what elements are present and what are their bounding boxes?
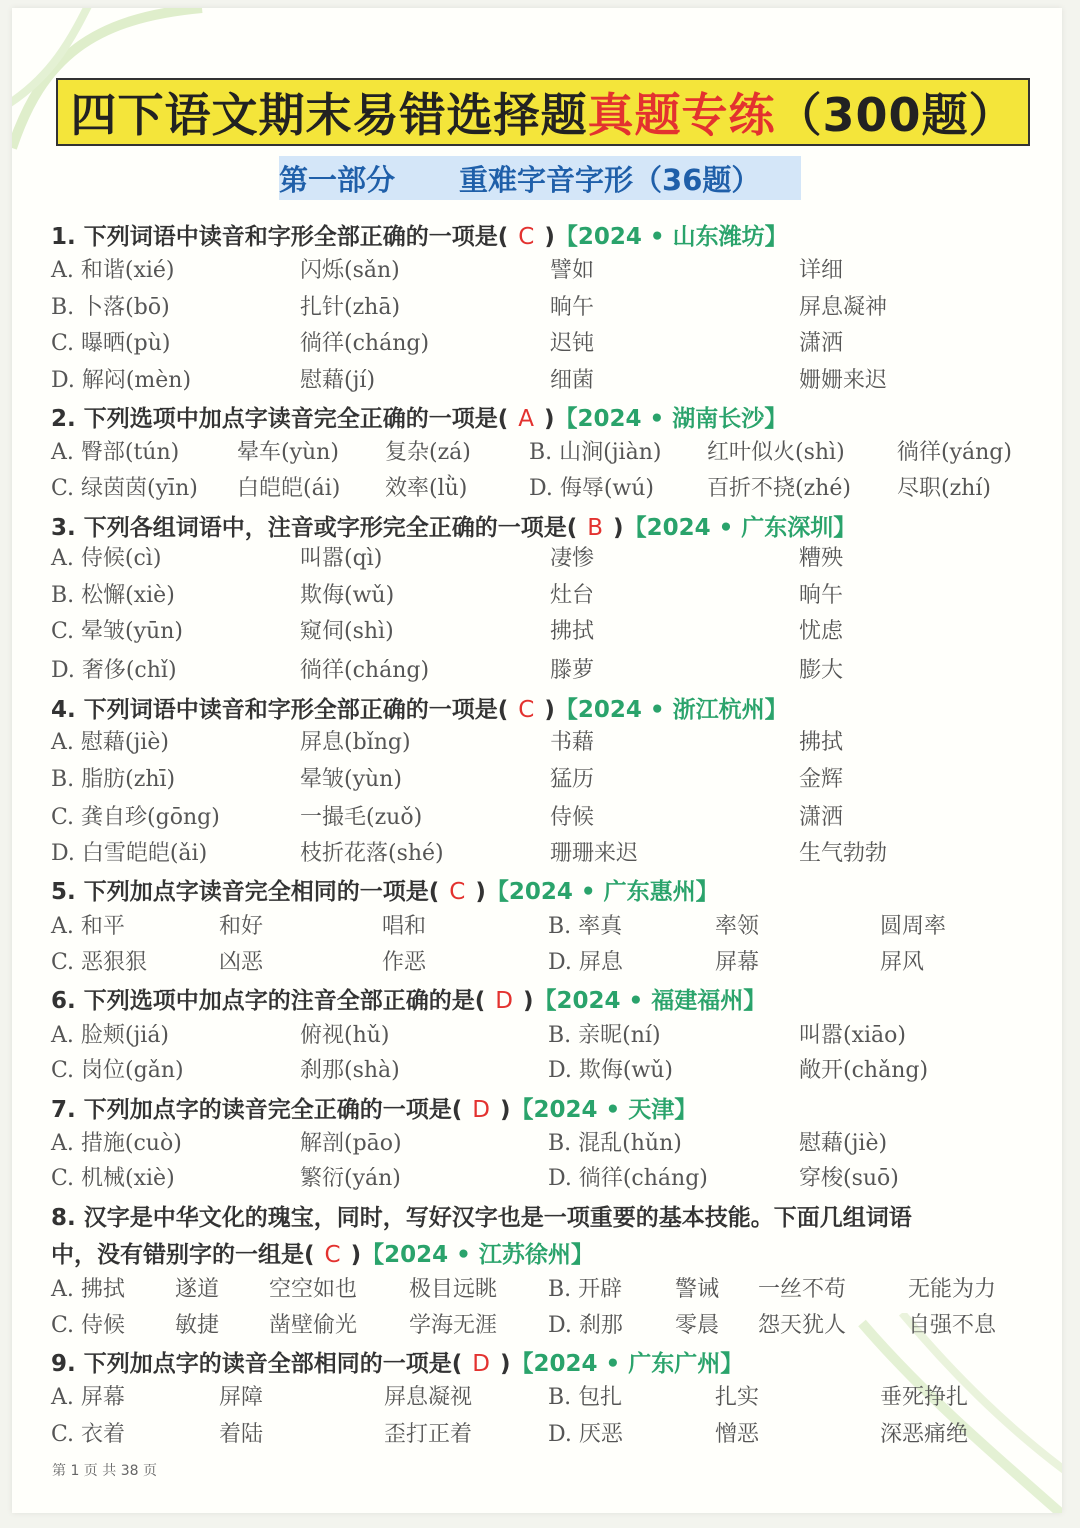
option-item: 慰藉(jí) — [300, 368, 376, 393]
question-stem — [51, 509, 856, 542]
option-item: 忧虑 — [799, 619, 844, 644]
question-stem — [51, 1236, 594, 1269]
option-item: 糟殃 — [799, 546, 844, 571]
option-item: 扎实 — [715, 1385, 760, 1410]
option-item: 一丝不苟 — [758, 1277, 847, 1302]
option-item: C. 曝晒(pù) — [51, 331, 171, 356]
option-item: 细菌 — [550, 368, 595, 393]
question-stem — [51, 400, 787, 433]
answer-letter: B — [587, 515, 604, 541]
option-item: D. 侮辱(wú) — [529, 476, 655, 501]
option-item: D. 白雪皑皑(ǎi) — [51, 841, 208, 866]
question-stem — [51, 873, 719, 906]
option-item: D. 徜徉(cháng) — [548, 1166, 708, 1191]
option-item: 警诫 — [675, 1277, 720, 1302]
question-text: 7. 下列加点字的读音完全正确的一项是( — [51, 1097, 463, 1123]
option-item: 金辉 — [799, 767, 844, 792]
option-item: 学海无涯 — [409, 1313, 498, 1338]
option-item: A. 脸颊(jiá) — [51, 1023, 170, 1048]
option-item: 深恶痛绝 — [880, 1422, 969, 1447]
section-heading — [279, 156, 801, 200]
option-item: 憎恶 — [715, 1422, 760, 1447]
question-stem — [51, 1091, 697, 1124]
option-item: 拂拭 — [550, 619, 595, 644]
answer-letter: C — [324, 1242, 341, 1268]
question-stem — [51, 1345, 743, 1378]
option-item: 无能为力 — [908, 1277, 997, 1302]
option-item: 慰藉(jiè) — [799, 1131, 888, 1156]
option-item: A. 和平 — [51, 914, 125, 939]
page-title — [56, 78, 1030, 146]
question-source: 【2024 • 湖南长沙】 — [554, 406, 788, 432]
question-source: 【2024 • 浙江杭州】 — [554, 697, 788, 723]
option-item: C. 恶狠狠 — [51, 950, 148, 975]
option-item: 枝折花落(shé) — [300, 841, 444, 866]
option-item: B. 脂肪(zhī) — [51, 767, 176, 792]
option-item: D. 厌恶 — [548, 1422, 623, 1447]
question-source: 【2024 • 福建福州】 — [533, 988, 767, 1014]
option-item: C. 侍候 — [51, 1313, 126, 1338]
answer-close: ) — [475, 879, 486, 905]
option-item: D. 欺侮(wǔ) — [548, 1058, 674, 1083]
option-item: 晕皱(yùn) — [300, 767, 402, 792]
option-item: 叫嚣(xiāo) — [799, 1023, 906, 1048]
answer-close: ) — [499, 1097, 511, 1123]
answer-close: ) — [613, 515, 624, 541]
option-item: A. 措施(cuò) — [51, 1131, 182, 1156]
option-item: 凄惨 — [550, 546, 595, 571]
answer-letter: D — [472, 1097, 490, 1123]
option-item: 着陆 — [219, 1422, 264, 1447]
question-text: 8. 汉字是中华文化的瑰宝，同时，写好汉字也是一项重要的基本技能。下面几组词语 — [51, 1205, 912, 1231]
option-item: 侍候 — [550, 805, 595, 830]
question-source: 【2024 • 广东深圳】 — [623, 515, 857, 541]
option-item: A. 臀部(tún) — [51, 440, 180, 465]
option-item: 屏息凝神 — [799, 295, 888, 320]
option-item: A. 侍候(cì) — [51, 546, 162, 571]
question-stem — [51, 218, 788, 251]
title-highlight: 真题专练 — [587, 88, 776, 142]
option-item: 零晨 — [675, 1313, 720, 1338]
option-item: 尽职(zhí) — [897, 476, 991, 501]
option-item: 和好 — [219, 914, 264, 939]
option-item: 姗姗来迟 — [799, 368, 888, 393]
question-source: 【2024 • 广东惠州】 — [485, 879, 719, 905]
option-item: A. 和谐(xié) — [51, 258, 175, 283]
option-item: 敏捷 — [175, 1313, 220, 1338]
option-item: 拂拭 — [799, 730, 844, 755]
option-item: C. 绿茵茵(yīn) — [51, 476, 198, 501]
option-item: B. 松懈(xiè) — [51, 583, 175, 608]
option-item: C. 机械(xiè) — [51, 1166, 175, 1191]
option-item: 率领 — [715, 914, 760, 939]
option-item: 徜徉(cháng) — [300, 658, 430, 683]
question-source: 【2024 • 广东广州】 — [510, 1351, 744, 1377]
option-item: 穿梭(suō) — [799, 1166, 899, 1191]
title-main: 四下语文期末易错选择题 — [70, 88, 588, 142]
question-text: 5. 下列加点字读音完全相同的一项是( — [51, 879, 440, 905]
option-item: 空空如也 — [269, 1277, 358, 1302]
answer-close: ) — [544, 697, 555, 723]
option-item: D. 刹那 — [548, 1313, 623, 1338]
question-stem — [51, 1199, 912, 1232]
answer-letter: C — [449, 879, 466, 905]
option-item: 遂道 — [175, 1277, 220, 1302]
option-item: 凿壁偷光 — [269, 1313, 358, 1338]
option-item: 屏障 — [219, 1385, 264, 1410]
option-item: 窥伺(shì) — [300, 619, 394, 644]
question-text: 4. 下列词语中读音和字形全部正确的一项是( — [51, 697, 509, 723]
option-item: B. 混乱(hǔn) — [548, 1131, 682, 1156]
option-item: A. 拂拭 — [51, 1277, 125, 1302]
option-item: B. 包扎 — [548, 1385, 623, 1410]
option-item: 潇洒 — [799, 805, 844, 830]
option-item: 徜徉(yáng) — [897, 440, 1012, 465]
option-item: 珊珊来迟 — [550, 841, 639, 866]
option-item: 自强不息 — [908, 1313, 997, 1338]
option-item: 晕车(yùn) — [237, 440, 339, 465]
question-source: 【2024 • 江苏徐州】 — [361, 1242, 594, 1268]
option-item: C. 衣着 — [51, 1422, 126, 1447]
answer-close: ) — [350, 1242, 362, 1268]
option-item: 滕萝 — [550, 658, 595, 683]
option-item: 屏风 — [880, 950, 925, 975]
option-item: 红叶似火(shì) — [707, 440, 845, 465]
option-item: 唱和 — [382, 914, 427, 939]
section-part: 第一部分 — [279, 162, 396, 197]
option-item: B. 亲昵(ní) — [548, 1023, 661, 1048]
option-item: C. 岗位(gǎn) — [51, 1058, 184, 1083]
option-item: 猛历 — [550, 767, 595, 792]
option-item: 俯视(hǔ) — [300, 1023, 390, 1048]
option-item: 效率(lǜ) — [385, 476, 468, 501]
option-item: 极目远眺 — [409, 1277, 498, 1302]
option-item: 百折不挠(zhé) — [707, 476, 851, 501]
question-stem — [51, 982, 766, 1015]
option-item: 屏息(bǐng) — [300, 730, 411, 755]
option-item: 刹那(shà) — [300, 1058, 400, 1083]
answer-letter: D — [472, 1351, 490, 1377]
decorative-swirl-bottom-right — [842, 1313, 1062, 1513]
option-item: 解剖(pāo) — [300, 1131, 402, 1156]
document-page — [12, 8, 1062, 1513]
option-item: 徜徉(cháng) — [300, 331, 430, 356]
option-item: 灶台 — [550, 583, 595, 608]
option-item: 繁衍(yán) — [300, 1166, 401, 1191]
option-item: A. 慰藉(jiè) — [51, 730, 169, 755]
option-item: 书藉 — [550, 730, 595, 755]
option-item: 晌午 — [550, 295, 595, 320]
option-item: B. 山涧(jiàn) — [529, 440, 662, 465]
answer-letter: D — [495, 988, 513, 1014]
option-item: C. 龚自珍(gōng) — [51, 805, 220, 830]
option-item: 白皑皑(ái) — [237, 476, 341, 501]
option-item: 屏息凝视 — [384, 1385, 473, 1410]
question-source: 【2024 • 山东潍坊】 — [554, 224, 788, 250]
answer-close: ) — [499, 1351, 511, 1377]
option-item: 复杂(zá) — [385, 440, 471, 465]
answer-letter: A — [518, 406, 534, 432]
option-item: 详细 — [799, 258, 844, 283]
question-text: 2. 下列选项中加点字读音完全正确的一项是( — [51, 406, 509, 432]
option-item: B. 率真 — [548, 914, 623, 939]
option-item: D. 屏息 — [548, 950, 623, 975]
answer-close: ) — [544, 224, 555, 250]
option-item: 扎针(zhā) — [300, 295, 401, 320]
answer-close: ) — [544, 406, 555, 432]
answer-letter: C — [518, 224, 535, 250]
option-item: 敞开(chǎng) — [799, 1058, 929, 1083]
option-item: B. 卜落(bō) — [51, 295, 170, 320]
option-item: D. 解闷(mèn) — [51, 368, 192, 393]
option-item: 闪烁(sǎn) — [300, 258, 400, 283]
option-item: 一撮毛(zuǒ) — [300, 805, 423, 830]
option-item: 膨大 — [799, 658, 844, 683]
question-text: 1. 下列词语中读音和字形全部正确的一项是( — [51, 224, 509, 250]
section-name: 重难字音字形（36题） — [459, 162, 761, 197]
option-item: A. 屏幕 — [51, 1385, 125, 1410]
question-text: 3. 下列各组词语中，注音或字形完全正确的一项是( — [51, 515, 578, 541]
option-item: 叫嚣(qì) — [300, 546, 383, 571]
question-stem — [51, 691, 788, 724]
option-item: 譬如 — [550, 258, 595, 283]
question-text: 6. 下列选项中加点字的注音全部正确的是( — [51, 988, 486, 1014]
page-footer: 第 1 页 共 38 页 — [52, 1463, 157, 1479]
answer-close: ) — [522, 988, 534, 1014]
option-item: 生气勃勃 — [799, 841, 888, 866]
question-text: 中，没有错别字的一组是( — [51, 1242, 315, 1268]
option-item: 迟钝 — [550, 331, 595, 356]
answer-letter: C — [518, 697, 535, 723]
option-item: C. 晕皱(yūn) — [51, 619, 183, 644]
option-item: B. 开辟 — [548, 1277, 623, 1302]
option-item: 晌午 — [799, 583, 844, 608]
option-item: 怨天犹人 — [758, 1313, 847, 1338]
title-count: （300题） — [775, 88, 1016, 142]
option-item: 屏幕 — [715, 950, 760, 975]
option-item: 垂死挣扎 — [880, 1385, 969, 1410]
option-item: 欺侮(wǔ) — [300, 583, 395, 608]
option-item: D. 奢侈(chǐ) — [51, 658, 177, 683]
question-source: 【2024 • 天津】 — [510, 1097, 698, 1123]
option-item: 圆周率 — [880, 914, 947, 939]
option-item: 歪打正着 — [384, 1422, 473, 1447]
option-item: 凶恶 — [219, 950, 264, 975]
option-item: 潇洒 — [799, 331, 844, 356]
option-item: 作恶 — [382, 950, 427, 975]
question-text: 9. 下列加点字的读音全部相同的一项是( — [51, 1351, 463, 1377]
